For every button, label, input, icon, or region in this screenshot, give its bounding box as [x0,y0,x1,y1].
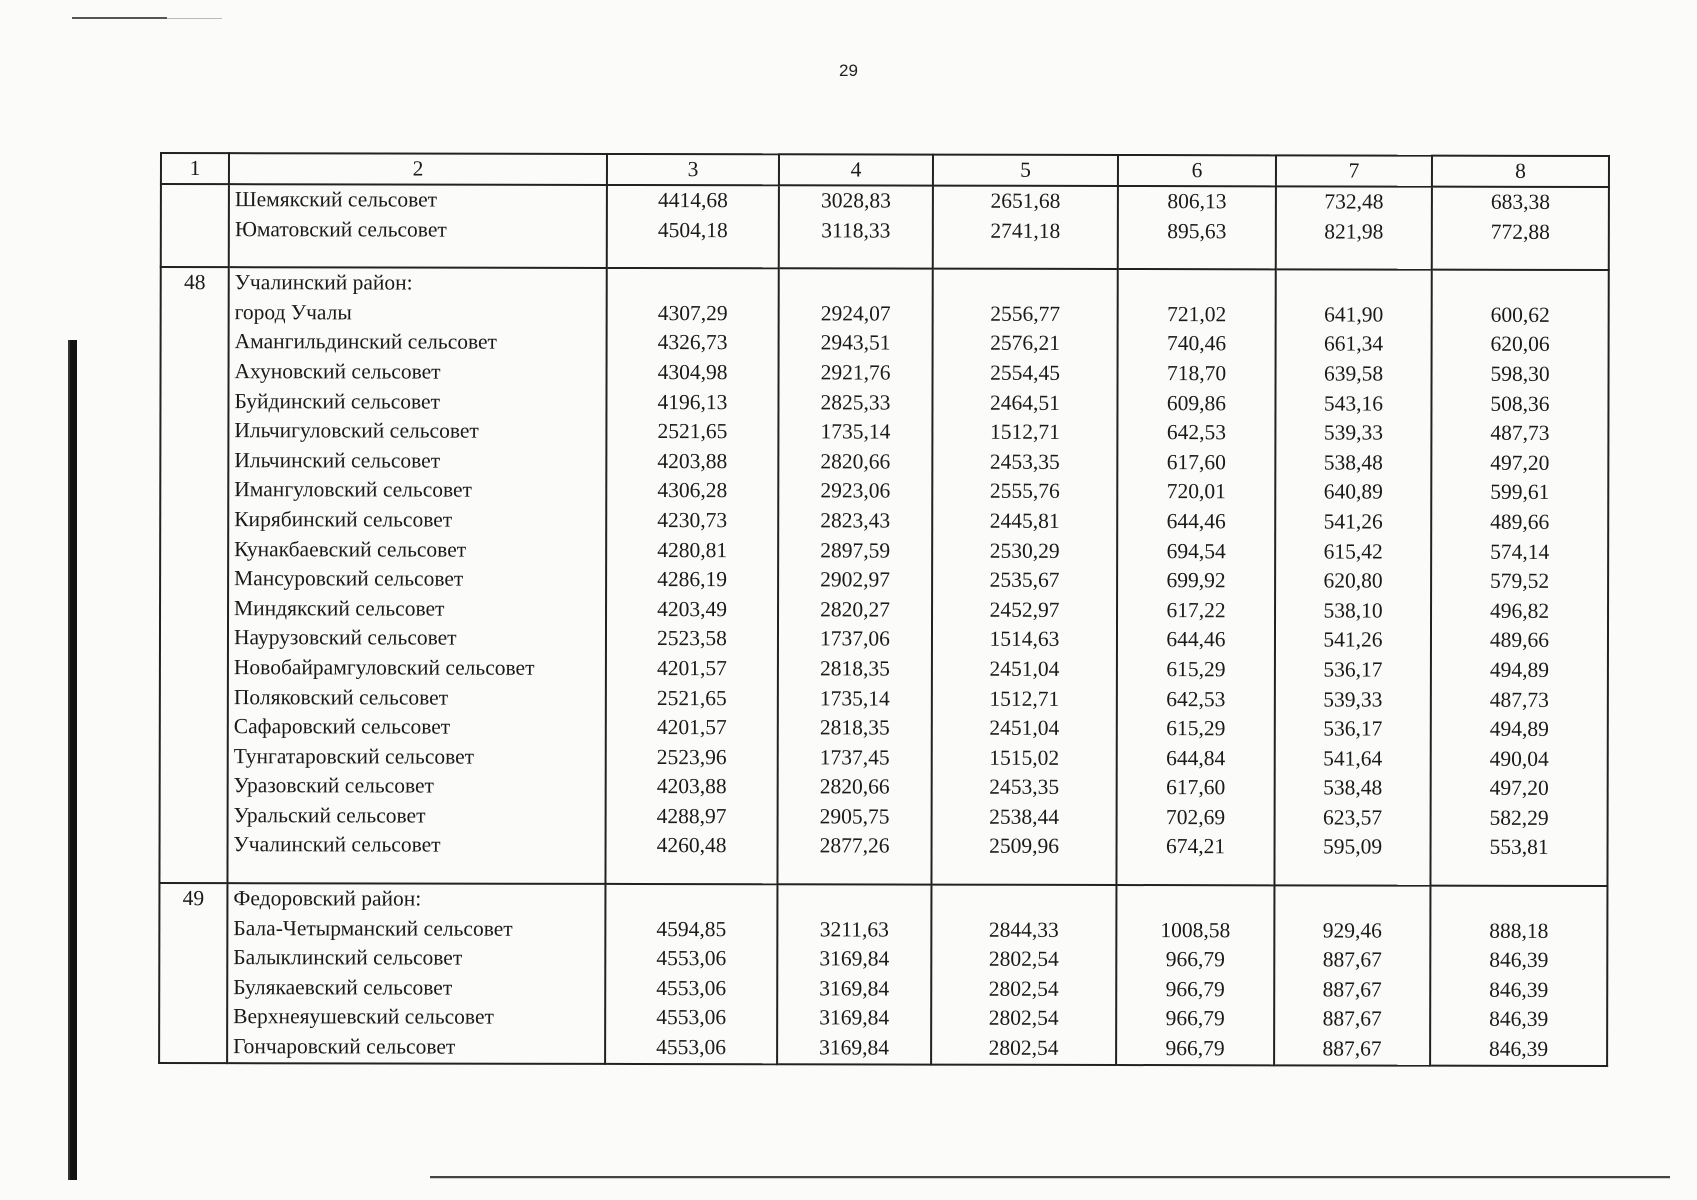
value-cell: 574,14 [1490,539,1550,564]
value-cell: 598,30 [1490,361,1550,386]
title-spacer [780,269,932,299]
value-column-8 [1430,886,1607,1066]
value-column-7 [1274,270,1431,886]
title-spacer [1431,887,1606,917]
value-cell: 2651,68 [990,188,1061,213]
value-cell: 599,61 [1490,480,1550,505]
value-cell: 772,88 [1490,219,1550,244]
value-column-8 [1430,270,1608,886]
settlement-name: Ахуновский сельсовет [234,359,441,384]
value-cell: 3211,63 [819,917,889,942]
value-cell: 3118,33 [821,217,891,243]
group-number [159,267,228,883]
value-cell: 620,80 [1323,568,1383,593]
title-spacer [932,886,1115,916]
value-cell: 2451,04 [989,656,1060,681]
value-cell: 2521,65 [656,685,727,710]
value-cell: 4553,06 [656,1005,727,1030]
title-spacer [606,885,776,915]
value-cell: 497,20 [1489,776,1549,801]
group-spacer [233,860,604,883]
value-cell: 1735,14 [819,685,890,711]
value-cell: 846,39 [1489,1007,1549,1032]
value-cell: 887,67 [1322,1036,1382,1061]
value-cell: 541,64 [1323,746,1383,771]
value-cell: 661,34 [1324,331,1384,356]
header-col-3: 3 [607,154,779,185]
value-cell: 617,60 [1166,775,1226,800]
value-cell: 2923,06 [820,478,891,503]
scan-artifact-top-line-faint [167,18,222,19]
value-cell: 536,17 [1323,716,1383,741]
settlement-name: Наурузовский сельсовет [233,625,457,650]
value-cell: 496,82 [1489,598,1550,623]
value-cell: 4553,06 [656,1035,727,1060]
value-column-4 [779,185,933,269]
title-spacer [778,885,930,915]
value-cell: 2924,07 [820,301,891,326]
value-cell: 4307,29 [657,300,728,325]
settlement-name: Уральский сельсовет [233,803,426,828]
value-cell: 494,89 [1489,657,1550,682]
page-number: 29 [839,61,858,80]
value-cell: 694,54 [1166,538,1226,563]
value-cell: 617,60 [1166,449,1226,474]
settlement-names-cell [227,883,605,1063]
table-group-row [161,184,1609,270]
header-col-8: 8 [1432,156,1609,187]
value-cell: 2921,76 [820,360,891,385]
settlement-names-cell [227,267,606,884]
value-cell: 2530,29 [989,538,1060,563]
value-cell: 494,89 [1489,716,1549,742]
title-spacer [1433,271,1608,301]
value-cell: 846,39 [1489,977,1549,1002]
settlement-name: Буйдинский сельсовет [234,388,441,414]
header-col-7: 7 [1276,155,1432,186]
value-cell: 4230,73 [657,507,728,533]
value-cell: 541,26 [1323,627,1383,652]
value-cell: 2818,35 [819,715,890,740]
group-number-text: 49 [182,886,205,911]
value-cell: 536,17 [1323,657,1383,682]
value-cell: 732,48 [1324,189,1384,214]
value-cell: 740,46 [1167,331,1227,356]
value-column-4 [777,884,931,1064]
value-cell: 720,01 [1166,479,1226,504]
value-cell: 4201,57 [656,655,727,681]
settlement-name: Бала-Четырманский сельсовет [233,915,513,941]
value-cell: 4203,88 [656,774,727,799]
value-cell: 640,89 [1323,479,1383,504]
district-title: Учалинский район: [234,270,413,295]
value-cell: 2943,51 [820,330,891,355]
value-cell: 2556,77 [990,301,1061,326]
table-body [159,184,1609,1066]
scan-artifact-bottom-line-faint [430,1178,1670,1179]
value-cell: 489,66 [1490,509,1550,534]
value-cell: 508,36 [1490,391,1550,416]
value-cell: 1512,71 [989,686,1060,711]
value-cell: 3169,84 [819,946,890,971]
header-col-1: 1 [161,153,229,184]
value-cell: 4201,57 [656,715,727,740]
value-cell: 2452,97 [989,597,1060,622]
value-cell: 1735,14 [820,419,891,444]
value-cell: 639,58 [1323,361,1384,386]
value-cell: 3028,83 [820,188,891,213]
value-cell: 2902,97 [820,567,891,592]
scan-artifact-top-line [72,17,167,19]
value-cell: 887,67 [1322,947,1382,972]
value-cell: 543,16 [1323,391,1384,416]
district-title: Федоровский район: [233,886,422,911]
value-cell: 2464,51 [990,390,1060,415]
value-cell: 1737,45 [819,745,890,770]
value-cell: 615,42 [1323,538,1383,564]
value-column-3 [605,268,778,884]
value-column-5 [931,269,1117,885]
value-cell: 4414,68 [657,188,728,213]
value-cell: 2844,33 [988,917,1059,942]
value-cell: 718,70 [1166,361,1227,386]
value-cell: 3169,84 [819,1005,890,1030]
value-cell: 2451,04 [989,715,1060,740]
value-cell: 821,98 [1324,219,1384,244]
value-cell: 929,46 [1322,918,1382,943]
value-cell: 595,09 [1322,834,1383,860]
value-cell: 1514,63 [989,627,1060,652]
value-cell: 4260,48 [656,833,727,858]
settlement-name: Новобайрамгуловский сельсовет [233,655,535,680]
value-cell: 2555,76 [989,479,1060,504]
settlement-name: Верхнеяушевский сельсовет [233,1004,494,1030]
value-column-3 [605,884,777,1064]
settlement-name: Имангуловский сельсовет [234,477,473,502]
group-number [159,883,227,1063]
value-cell: 609,86 [1166,390,1227,415]
value-cell: 2576,21 [990,331,1061,356]
value-cell: 487,73 [1490,420,1550,446]
value-cell: 2820,27 [820,597,891,622]
value-cell: 2897,59 [820,537,891,563]
value-cell: 674,21 [1165,834,1226,859]
scan-artifact-left-bar-edge [68,340,70,1180]
value-cell: 721,02 [1167,301,1227,327]
value-cell: 4280,81 [657,537,728,562]
settlement-name: Учалинский сельсовет [233,832,441,858]
value-cell: 4196,13 [657,389,728,414]
value-cell: 2820,66 [819,774,890,799]
value-cell: 4326,73 [657,330,728,355]
table-header-row [161,153,1609,187]
document-sheet [158,152,1608,1067]
settlement-name: Миндякский сельсовет [234,595,445,621]
settlement-name: Поляковский сельсовет [233,684,449,710]
value-column-6 [1118,186,1276,270]
value-cell: 2535,67 [989,567,1060,593]
settlement-name: Юматовский сельсовет [234,216,447,242]
title-spacer [1119,270,1275,300]
value-cell: 2445,81 [989,508,1060,533]
value-cell: 644,84 [1166,745,1226,770]
title-spacer [608,269,778,299]
settlement-name: Кунакбаевский сельсовет [234,536,467,562]
value-column-3 [607,185,779,269]
settlement-name: Ильчинский сельсовет [234,447,441,473]
value-cell: 2905,75 [819,804,890,829]
value-cell: 2802,54 [988,1035,1059,1060]
value-cell: 644,46 [1166,627,1226,652]
value-cell: 4553,06 [656,975,727,1001]
settlement-name: Мансуровский сельсовет [234,566,464,591]
value-cell: 887,67 [1322,1006,1382,1031]
table-group-row [159,883,1607,1066]
value-cell: 966,79 [1165,976,1225,1002]
settlement-name: Ильчигуловский сельсовет [234,418,479,443]
tariff-table [158,152,1610,1067]
settlement-name: Гончаровский сельсовет [233,1034,456,1059]
value-cell: 538,48 [1323,775,1383,800]
value-cell: 2802,54 [988,946,1059,972]
value-cell: 846,39 [1489,948,1549,973]
value-cell: 2509,96 [989,834,1060,859]
value-column-6 [1116,885,1274,1065]
value-cell: 846,39 [1489,1036,1549,1061]
value-cell: 617,22 [1166,597,1226,622]
header-col-2: 2 [229,153,607,185]
value-cell: 3169,84 [819,976,890,1001]
value-cell: 895,63 [1167,218,1227,243]
value-cell: 1737,06 [820,626,890,651]
value-cell: 615,29 [1166,657,1226,682]
value-cell: 4304,98 [657,360,728,385]
value-cell: 966,79 [1165,1036,1225,1061]
value-cell: 490,04 [1489,746,1549,771]
value-column-7 [1274,885,1430,1065]
value-cell: 4203,88 [657,448,728,473]
value-cell: 2523,96 [656,744,727,769]
header-col-5: 5 [933,155,1118,186]
value-cell: 553,81 [1489,835,1549,860]
settlement-names-cell [229,184,607,268]
value-cell: 623,57 [1323,805,1383,830]
value-cell: 4203,49 [657,596,728,621]
settlement-name: Уразовский сельсовет [233,773,434,798]
value-cell: 4594,85 [656,916,727,941]
value-cell: 683,38 [1490,189,1550,214]
value-cell: 888,18 [1489,918,1549,943]
value-cell: 4553,06 [656,946,727,971]
group-spacer [235,244,606,267]
settlement-name: Амангильдинский сельсовет [234,329,497,355]
value-cell: 497,20 [1490,450,1550,475]
value-cell: 2538,44 [989,804,1060,829]
title-spacer [1277,271,1431,301]
value-cell: 538,48 [1323,450,1383,475]
value-column-5 [933,186,1118,270]
value-column-7 [1276,186,1432,270]
value-cell: 1515,02 [989,745,1060,770]
value-cell: 4288,97 [656,803,727,829]
group-number-text: 48 [183,270,206,295]
value-cell: 2877,26 [819,833,890,858]
value-cell: 702,69 [1166,804,1226,830]
value-cell: 600,62 [1490,302,1550,327]
value-column-5 [931,885,1116,1065]
value-cell: 2453,35 [989,449,1060,474]
value-cell: 966,79 [1165,947,1225,972]
value-cell: 4504,18 [657,217,728,242]
header-col-6: 6 [1118,155,1276,186]
value-cell: 615,29 [1166,716,1226,741]
settlement-name: Кирябинский сельсовет [234,507,453,532]
value-cell: 966,79 [1165,1006,1225,1031]
header-col-4: 4 [779,154,933,185]
settlement-name: город Учалы [234,299,352,325]
value-cell: 4286,19 [657,567,728,592]
value-cell: 579,52 [1490,568,1550,594]
settlement-name: Балыклинский сельсовет [233,945,463,970]
value-cell: 1008,58 [1160,917,1231,942]
value-cell: 644,46 [1166,509,1226,534]
value-cell: 539,33 [1323,420,1384,445]
value-cell: 641,90 [1324,302,1384,327]
value-cell: 2825,33 [820,389,891,415]
value-cell: 2523,58 [657,626,727,651]
value-cell: 2802,54 [988,1006,1059,1031]
value-cell: 699,92 [1166,568,1226,593]
settlement-name: Сафаровский сельсовет [233,714,451,739]
value-column-8 [1432,187,1609,271]
table-group-row [159,267,1608,886]
value-cell: 2823,43 [820,508,891,533]
title-spacer [1275,886,1429,916]
value-cell: 2453,35 [989,775,1060,800]
value-cell: 2818,35 [819,656,890,681]
group-number [161,184,229,267]
title-spacer [934,270,1117,300]
value-cell: 2554,45 [990,360,1061,385]
value-cell: 642,53 [1166,420,1227,445]
value-cell: 2521,65 [657,419,728,444]
settlement-name: Булякаевский сельсовет [233,974,453,1000]
value-cell: 2820,66 [820,449,891,474]
value-cell: 539,33 [1323,686,1383,712]
value-cell: 2802,54 [988,976,1059,1001]
value-cell: 806,13 [1167,189,1227,214]
value-column-4 [777,268,932,884]
value-cell: 487,73 [1489,687,1549,712]
value-cell: 620,06 [1490,332,1550,357]
group-number-text [162,185,228,215]
value-column-6 [1116,269,1275,885]
value-cell: 2741,18 [990,218,1061,243]
value-cell: 887,67 [1322,977,1382,1002]
value-cell: 3169,84 [819,1035,890,1060]
title-spacer [1117,886,1273,916]
value-cell: 582,29 [1489,805,1549,830]
value-cell: 1512,71 [989,419,1060,445]
settlement-name: Тунгатаровский сельсовет [233,743,475,769]
value-cell: 538,10 [1323,598,1383,623]
settlement-name: Шемякский сельсовет [234,187,438,212]
value-cell: 541,26 [1323,509,1383,534]
value-cell: 642,53 [1166,686,1226,711]
value-cell: 489,66 [1489,628,1550,653]
value-cell: 4306,28 [657,478,728,503]
